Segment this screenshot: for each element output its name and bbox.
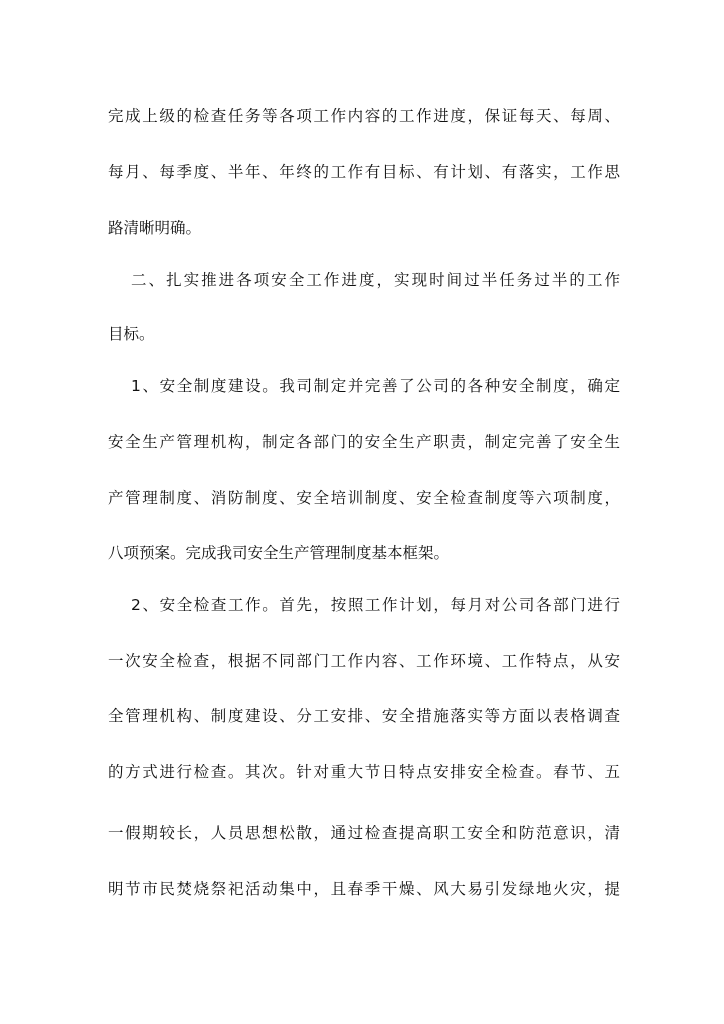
text-line-13: 的方式进行检查。其次。针对重大节日特点安排安全检查。春节、五 bbox=[108, 763, 620, 781]
text-line-3: 路清晰明确。 bbox=[108, 219, 202, 237]
text-line-15: 明节市民焚烧祭祀活动集中，且春季干燥、风大易引发绿地火灾，提 bbox=[108, 880, 620, 898]
section-heading-2: 二、扎实推进各项安全工作进度，实现时间过半任务过半的工作 bbox=[131, 271, 620, 289]
text-line-9: 八项预案。完成我司安全生产管理制度基本框架。 bbox=[108, 544, 450, 562]
text-line-7: 安全生产管理机构，制定各部门的安全生产职责，制定完善了安全生 bbox=[108, 433, 620, 451]
text-line-5: 目标。 bbox=[108, 325, 155, 343]
text-line-14: 一假期较长，人员思想松散，通过检查提高职工安全和防范意识，清 bbox=[108, 824, 620, 842]
item-2-first-line: 2、安全检查工作。首先，按照工作计划，每月对公司各部门进行 bbox=[131, 596, 620, 614]
text-line-11: 一次安全检查，根据不同部门工作内容、工作环境、工作特点，从安 bbox=[108, 652, 620, 670]
text-line-8: 产管理制度、消防制度、安全培训制度、安全检查制度等六项制度， bbox=[108, 489, 620, 507]
text-line-12: 全管理机构、制度建设、分工安排、安全措施落实等方面以表格调查 bbox=[108, 707, 620, 725]
text-line-1: 完成上级的检查任务等各项工作内容的工作进度，保证每天、每周、 bbox=[108, 107, 620, 125]
text-line-2: 每月、每季度、半年、年终的工作有目标、有计划、有落实，工作思 bbox=[108, 163, 620, 181]
item-1-first-line: 1、安全制度建设。我司制定并完善了公司的各种安全制度，确定 bbox=[131, 377, 620, 395]
